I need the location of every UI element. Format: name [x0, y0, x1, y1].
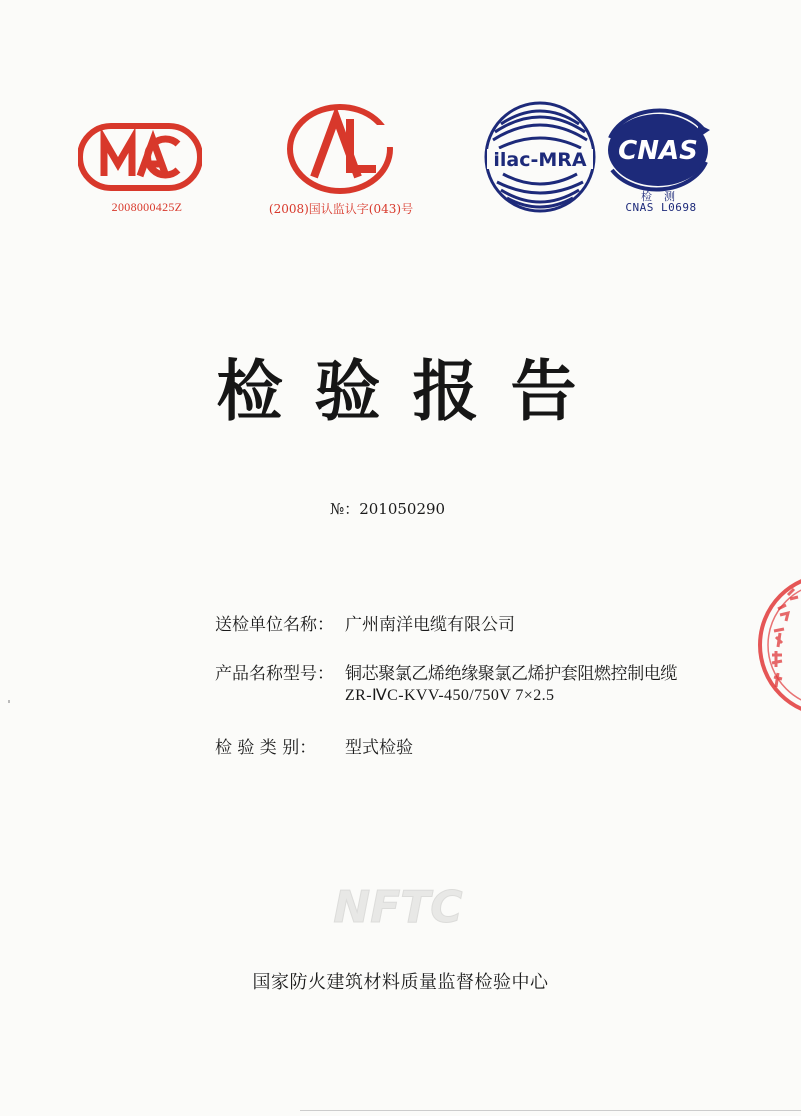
client-label: 送检单位名称：: [215, 615, 334, 635]
scan-mark: [300, 1110, 801, 1111]
cma-logo-icon: [78, 122, 202, 192]
ilac-mra-logo-icon: [483, 100, 597, 214]
product-label: 产品名称型号：: [215, 664, 334, 684]
cma-caption: 2008000425Z: [111, 200, 183, 214]
cnas-logo-icon: [600, 108, 716, 200]
cal-logo-icon: [286, 103, 394, 195]
issuer-name: 国家防火建筑材料质量监督检验中心: [252, 972, 549, 993]
scan-mark: [8, 700, 10, 703]
product-model: ZR-ⅣC-KVV-450/750V 7×2.5: [345, 687, 555, 704]
inspection-type-value: 型式检验: [345, 738, 413, 758]
red-seal-stamp-icon: [752, 575, 801, 725]
inspection-type-label: 检 验 类 别：: [215, 738, 317, 758]
nftc-logo-icon: [318, 880, 478, 930]
cnas-caption: CNAS L0698: [625, 201, 697, 214]
svg-text:NFTC: NFTC: [333, 882, 463, 930]
svg-text:ilac-MRA: ilac-MRA: [493, 149, 587, 171]
cnas-caption-top: 检测: [641, 190, 687, 203]
client-value: 广州南洋电缆有限公司: [345, 615, 515, 635]
report-number: №：201050290: [330, 500, 446, 518]
product-value: 铜芯聚氯乙烯绝缘聚氯乙烯护套阻燃控制电缆: [345, 664, 677, 684]
cal-caption: (2008)国认监认字(043)号: [268, 202, 414, 216]
svg-text:CNAS: CNAS: [618, 136, 698, 166]
report-title: 检验报告: [216, 353, 609, 430]
